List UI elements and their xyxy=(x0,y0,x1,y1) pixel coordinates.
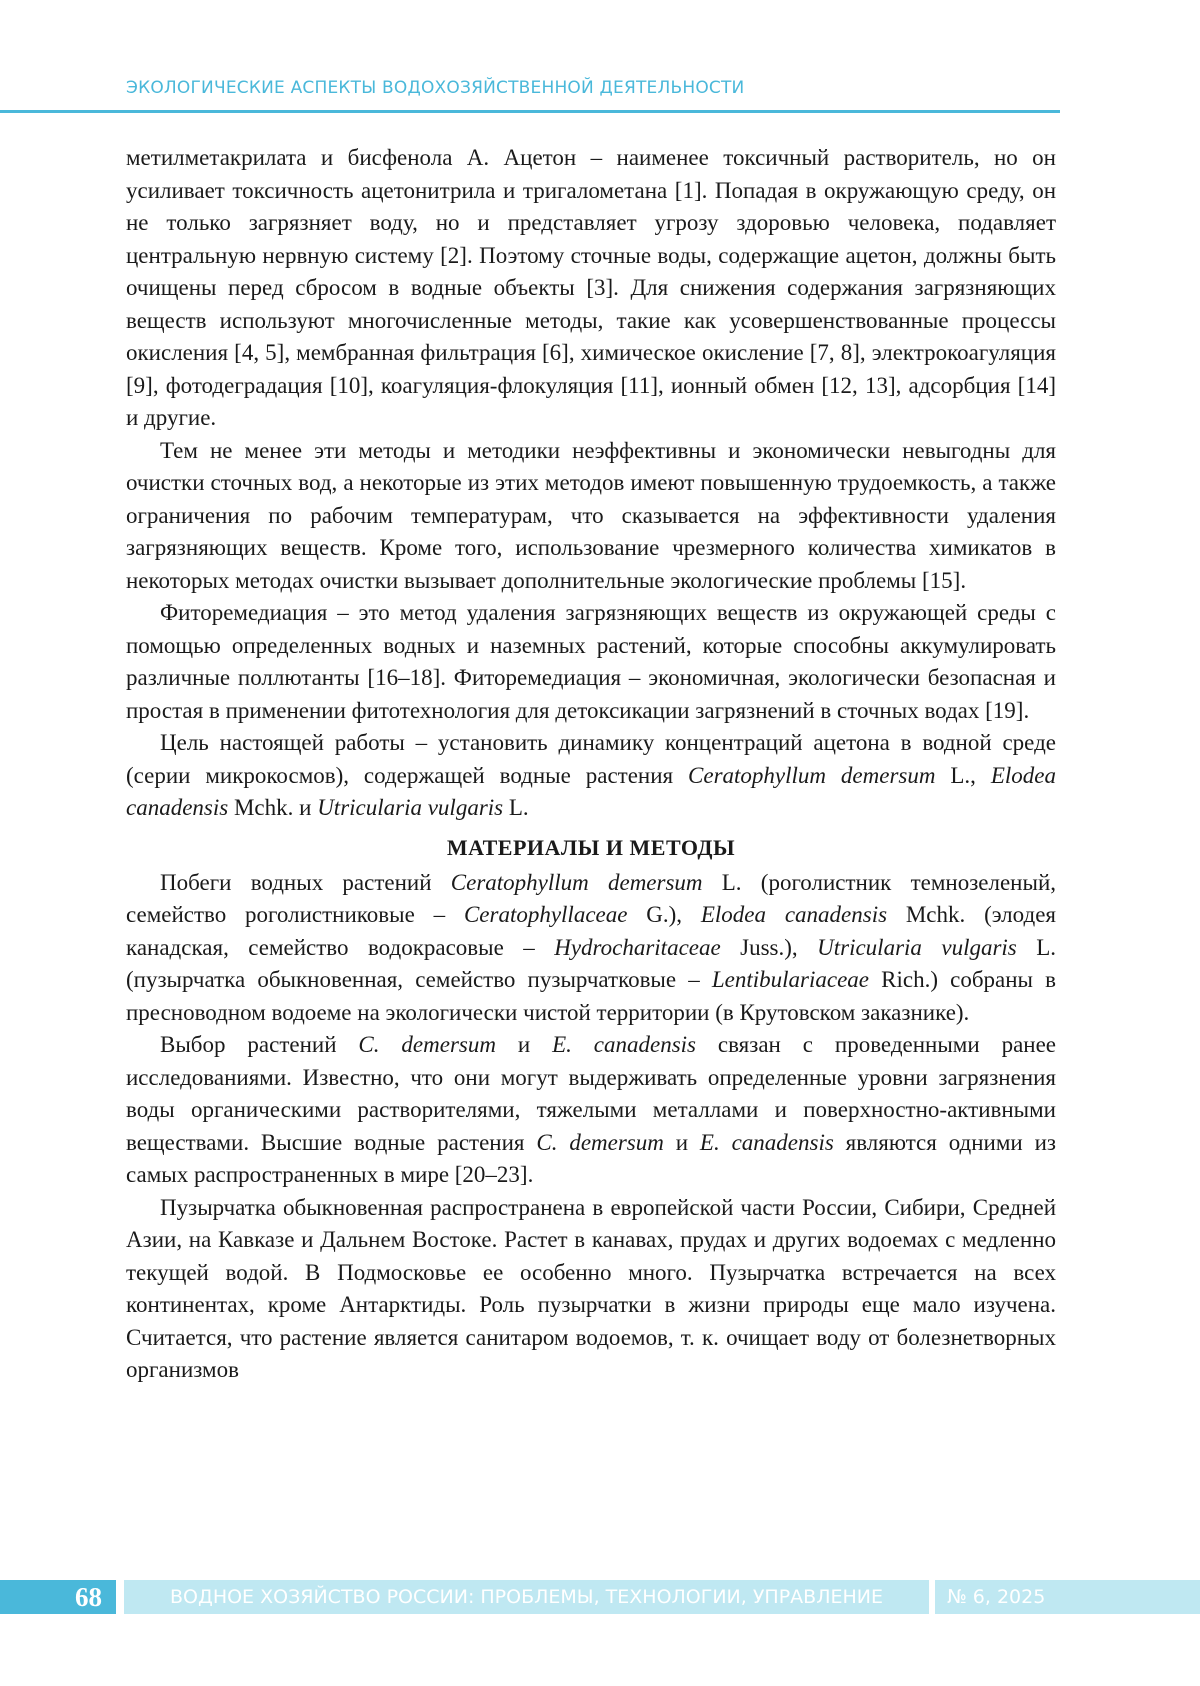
paragraph-7: Пузырчатка обыкновенная распространена в европейской части России, Сибири, Средней Азии, на Кавказе и Дальнем Востоке. Растет в канавах, прудах и других водоемах с медленно текущей водой. В Подмосковье ее особенно много. Пузырчатка встречается на всех континентах, кроме Антарктиды. Роль пузырчатки в жизни природы еще мало изучена. Считается, что растение является санитаром водоемов, т. к. очищает воду от болезнетворных организмов xyxy=(126,1194,1056,1382)
p4-text-a: Цель настоящей работы – установить динамику концентраций ацетона в водной среде (серии микрокосмов), содержащей водные растения xyxy=(126,730,1056,788)
p5-text-a: Побеги водных растений xyxy=(160,869,451,895)
p6-text-a: Выбор растений xyxy=(160,1032,359,1057)
p5-italic-1: Ceratophyllum demersum xyxy=(450,869,703,895)
p6-italic-3: C. demersum xyxy=(536,1129,664,1155)
p6-text-d: и xyxy=(663,1129,700,1155)
paragraph-2: Тем не менее эти методы и методики неэффективны и экономически невыгодны для очистки сточных вод, а некоторые из этих методов имеют повышенную трудоемкость, а также ограничения по рабочим температурам, что сказывается на эффективности удаления загрязняющих веществ. Кроме того, использование чрезмерного количества химикатов в некоторых методах очистки вызывает дополнительные экологические проблемы [15]. xyxy=(126,437,1056,593)
running-head: ЭКОЛОГИЧЕСКИЕ АСПЕКТЫ ВОДОХОЗЯЙСТВЕННОЙ ДЕЯТЕЛЬНОСТИ xyxy=(126,78,745,98)
species-utricularia: Utricularia vulgaris xyxy=(317,795,504,820)
p5-text-b: L. (роголистник темнозеленый, семейство роголистниковые – xyxy=(126,869,1056,927)
species-ceratophyllum: Ceratophyllum demersum xyxy=(688,762,936,788)
p5-italic-3: Elodea canadensis xyxy=(700,902,888,927)
p5-text-f: L. (пузырчатка обыкновенная, семейство пузырчатковые – xyxy=(126,934,1056,992)
p6-italic-2: E. canadensis xyxy=(552,1032,697,1057)
p5-italic-4: Hydrocharitaceae xyxy=(554,934,721,960)
species-elodea: Elodea canadensis xyxy=(126,762,1056,820)
p5-text-e: Juss.), xyxy=(720,934,818,960)
header-rule xyxy=(0,110,1060,113)
paragraph-6 xyxy=(126,1029,1056,1192)
p4-text-d: L. xyxy=(503,795,529,820)
p6-text-c: связан с проведенными ранее исследованиями. Известно, что они могут выдерживать определенные уровни загрязнения воды органическими растворителями, тяжелыми металлами и поверхностно-активными веществами. Высшие водные растения xyxy=(126,1032,1057,1155)
p5-text-d: Mchk. (элодея канадская, семейство водокрасовые – xyxy=(126,902,1056,960)
paragraph-5 xyxy=(126,867,1056,1030)
p5-text-c: G.), xyxy=(627,902,701,927)
p6-text-e: являются одними из самых распространенных в мире [20–23]. xyxy=(126,1129,1056,1187)
journal-title: ВОДНОЕ ХОЗЯЙСТВО РОССИИ: ПРОБЛЕМЫ, ТЕХНОЛОГИИ, УПРАВЛЕНИЕ xyxy=(124,1580,929,1614)
p5-text-g: Rich.) собраны в пресноводном водоеме на экологически чистой территории (в Крутовском заказнике). xyxy=(126,967,1056,1025)
paragraph-1: метилметакрилата и бисфенола А. Ацетон – наименее токсичный растворитель, но он усиливает токсичность ацетонитрила и тригалометана [1]. Попадая в окружающую среду, он не только загрязняет воду, но и представляет угрозу здоровью человека, подавляет центральную нервную систему [2]. Поэтому сточные воды, содержащие ацетон, должны быть очищены перед сбросом в водные объекты [3]. Для снижения содержания загрязняющих веществ используют многочисленные методы, такие как усовершенствованные процессы окисления [4, 5], мембранная фильтрация [6], химическое окисление [7, 8], электрокоагуляция [9], фотодеградация [10], коагуляция-флокуляция [11], ионный обмен [12, 13], адсорбция [14] и другие. xyxy=(126,145,1056,430)
p6-italic-1: C. demersum xyxy=(358,1032,496,1057)
p4-text-c: Mchk. и xyxy=(228,795,318,820)
issue-number: № 6, 2025 xyxy=(935,1580,1200,1614)
article-body xyxy=(126,142,1056,1387)
paragraph-4 xyxy=(126,727,1056,825)
p6-italic-4: E. canadensis xyxy=(699,1129,834,1155)
page-number: 68 xyxy=(0,1580,116,1614)
p5-italic-5: Utricularia vulgaris xyxy=(817,934,1017,960)
section-title: МАТЕРИАЛЫ И МЕТОДЫ xyxy=(446,834,736,860)
p4-text-b: L., xyxy=(935,762,991,788)
p5-italic-6: Lentibulariaceae xyxy=(711,967,869,992)
paragraph-3: Фиторемедиация – это метод удаления загрязняющих веществ из окружающей среды с помощью определенных водных и наземных растений, которые способны аккумулировать различные поллютанты [16–18]. Фиторемедиация – экономичная, экологически безопасная и простая в применении фитотехнология для детоксикации загрязнений в сточных водах [19]. xyxy=(126,600,1056,723)
p5-italic-2: Ceratophyllaceae xyxy=(463,902,628,927)
p6-text-b: и xyxy=(495,1032,553,1057)
